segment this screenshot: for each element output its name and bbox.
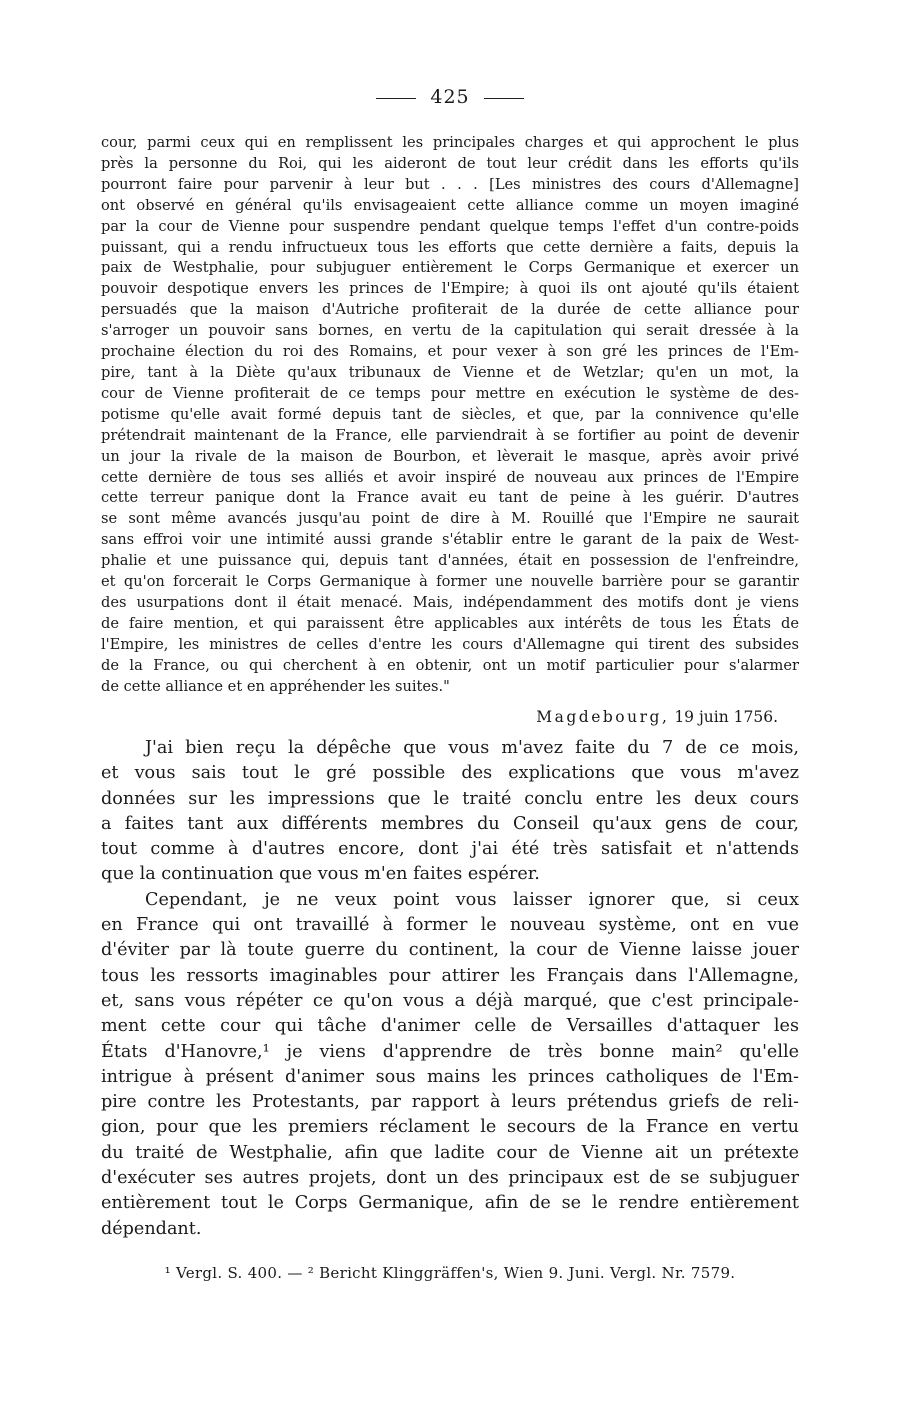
text-line: cette dernière de tous ses alliés et avoir inspiré de nouveau aux princes de l'Empire [101,468,799,486]
page-header [0,86,900,108]
text-line: de la France, ou qui cherchent à en obtenir, ont un motif particulier pour s'alarmer [101,656,799,674]
text-line: de faire mention, et qui paraissent être applicables aux intérêts de tous les États de [101,614,799,632]
text-line: se sont même avancés jusqu'au point de dire à M. Rouillé que l'Empire ne saurait [101,510,799,528]
text-line: et qu'on forcerait le Corps Germanique à former une nouvelle barrière pour se garantir [101,573,799,591]
text-line: dépendant. [101,1218,202,1239]
text-line: que la continuation que vous m'en faites espérer. [101,864,540,885]
text-line: prochaine élection du roi des Romains, et pour vexer à son gré les princes de l'Em- [101,343,799,361]
footnotes: ¹ Vergl. S. 400. — ² Bericht Klinggräffen's, Wien 9. Juni. Vergl. Nr. 7579. [164,1264,736,1282]
text-line: ment cette cour qui tâche d'animer celle de Versailles d'attaquer les [101,1016,799,1037]
text-line: sans effroi voir une intimité aussi grande s'établir entre le garant de la paix de West- [101,531,799,549]
text-line: des usurpations dont il était menacé. Mais, indépendamment des motifs dont je viens [101,593,799,611]
quoted-dispatch [101,133,799,697]
text-line-content: J'ai bien reçu la dépêche que vous m'avez faite du 7 de ce mois, [145,738,799,758]
text-line: puissant, qui a rendu infructueux tous les efforts que cette dernière a faits, depuis la [101,238,799,256]
text-line: États d'Hanovre,¹ je viens d'apprendre de très bonne main² qu'elle [101,1041,799,1062]
text-line: ont observé en général qu'ils envisageaient cette alliance comme un moyen imaginé [101,196,799,214]
text-line: un jour la rivale de la maison de Bourbon, et lèverait le masque, après avoir privé [101,447,799,465]
text-line: cour de Vienne profiterait de ce temps pour mettre en exécution le système de des- [101,384,799,402]
text-line [101,736,799,761]
text-line: gion, pour que les premiers réclament le secours de la France en vertu [101,1117,799,1138]
text-line: pire, tant à la Diète qu'aux tribunaux de Vienne et de Wetzlar; qu'en un mot, la [101,363,799,381]
text-line: d'éviter par là toute guerre du continent, la cour de Vienne laisse jouer [101,940,799,961]
text-line: l'Empire, les ministres de celles d'entre les cours d'Allemagne qui tirent des subsides [101,635,799,653]
text-line: près la personne du Roi, qui les aideront de tout leur crédit dans les efforts qu'ils [101,154,799,172]
text-line [101,888,799,913]
text-line: entièrement tout le Corps Germanique, afin de se le rendre entièrement [101,1193,799,1214]
text-line: phalie et une puissance qui, depuis tant d'années, était en possession de l'enfreindre, [101,552,799,570]
dateline [0,708,778,726]
text-line: s'arroger un pouvoir sans bornes, en vertu de la capitulation qui serait dressée à la [101,322,799,340]
text-line: paix de Westphalie, pour subjuguer entièrement le Corps Germanique et exercer un [101,259,799,277]
text-line: prétendrait maintenant de la France, elle parviendrait à se fortifier au point de devenir [101,426,799,444]
text-line: par la cour de Vienne pour suspendre pendant quelque temps l'effet d'un contre-poids [101,217,799,235]
text-line: potisme qu'elle avait formé depuis tant de siècles, et que, par la connivence qu'elle [101,405,799,423]
text-line: a faites tant aux différents membres du Conseil qu'aux gens de cour, [101,813,799,834]
text-line: d'exécuter ses autres projets, dont un des principaux est de se subjuguer [101,1168,799,1189]
dateline-place: Magdebourg, [536,708,670,726]
text-line: tous les ressorts imaginables pour attirer les Français dans l'Allemagne, [101,965,799,986]
text-line: en France qui ont travaillé à former le nouveau système, ont en vue [101,915,799,936]
paragraph-1 [101,736,799,888]
text-line: pourront faire pour parvenir à leur but . . . [Les ministres des cours d'Allemagne] [101,175,799,193]
letter-body [101,736,799,1242]
dateline-date: 19 juin 1756. [674,708,778,726]
text-line: tout comme à d'autres encore, dont j'ai été très satisfait et n'attends [101,839,799,860]
text-line: de cette alliance et en appréhender les suites." [101,677,450,695]
text-line: et, sans vous répéter ce qu'on vous a déjà marqué, que c'est principale- [101,990,799,1011]
header-rule-left [376,98,416,99]
text-line: données sur les impressions que le traité conclu entre les deux cours [101,788,799,809]
text-line: du traité de Westphalie, afin que ladite cour de Vienne ait un prétexte [101,1142,799,1163]
text-line-content: Cependant, je ne veux point vous laisser ignorer que, si ceux [145,889,799,910]
page-number: 425 [430,86,470,108]
text-line: et vous sais tout le gré possible des explications que vous m'avez [101,763,799,784]
text-line: pouvoir despotique envers les princes de l'Empire; à quoi ils ont ajouté qu'ils étaient [101,280,799,298]
text-line: pire contre les Protestants, par rapport à leurs prétendus griefs de reli- [101,1092,799,1113]
text-line: cette terreur panique dont la France avait eu tant de peine à les guérir. D'autres [101,489,799,507]
text-line: persuadés que la maison d'Autriche profiterait de la durée de cette alliance pour [101,301,799,319]
text-line: cour, parmi ceux qui en remplissent les principales charges et qui approchent le plus [101,134,799,151]
text-line: intrigue à présent d'animer sous mains les princes catholiques de l'Em- [101,1066,799,1087]
paragraph-2 [101,888,799,1242]
header-rule-right [484,98,524,99]
